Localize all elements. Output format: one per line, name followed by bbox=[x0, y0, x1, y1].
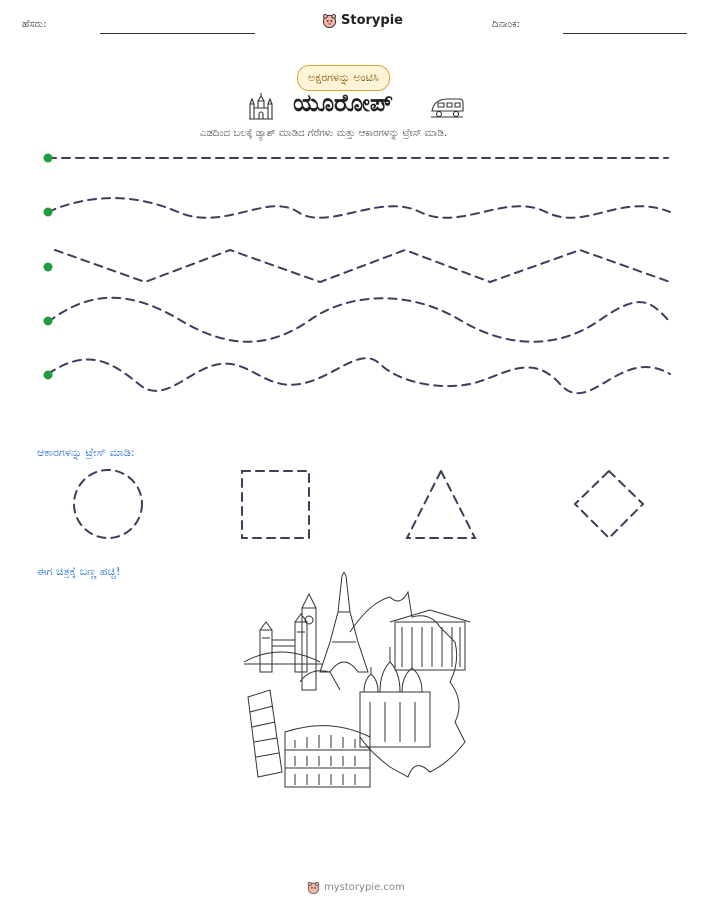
date-line[interactable] bbox=[563, 33, 687, 34]
trace-shape-triangle[interactable] bbox=[407, 471, 475, 538]
trace-shape-diamond[interactable] bbox=[575, 471, 643, 538]
storypie-logo-icon bbox=[322, 13, 337, 28]
trace-lines bbox=[0, 140, 709, 410]
worksheet-badge: ಅಕ್ಷರಗಳನ್ನು ಅಂಟಿಸಿ bbox=[297, 65, 390, 91]
brand bbox=[322, 13, 403, 28]
trace-line-wave-3[interactable] bbox=[48, 358, 670, 393]
trace-shape-circle[interactable] bbox=[74, 470, 142, 538]
shapes-heading: ಆಕಾರಗಳನ್ನು ಟ್ರೇಸ್ ಮಾಡಿ: bbox=[37, 446, 135, 459]
storypie-footer-logo-icon bbox=[307, 881, 320, 894]
start-dot-4 bbox=[44, 317, 53, 326]
start-dot-1 bbox=[44, 154, 53, 163]
europe-landmarks-illustration[interactable] bbox=[240, 572, 472, 792]
brand-name: Storypie bbox=[341, 13, 403, 28]
footer-url[interactable]: mystorypie.com bbox=[324, 882, 405, 893]
start-dot-3 bbox=[44, 263, 53, 272]
name-line[interactable] bbox=[100, 33, 255, 34]
color-heading: ಈಗ ಚಿತ್ರಕ್ಕೆ ಬಣ್ಣ ಹಚ್ಚಿ! bbox=[37, 565, 121, 578]
trace-line-zigzag[interactable] bbox=[55, 250, 670, 282]
name-label: ಹೆಸರು: bbox=[22, 19, 47, 30]
train-icon bbox=[430, 93, 464, 119]
footer bbox=[307, 881, 405, 894]
trace-shapes bbox=[0, 462, 709, 547]
start-dot-5 bbox=[44, 371, 53, 380]
trace-line-wave-2[interactable] bbox=[48, 298, 670, 342]
start-dot-2 bbox=[44, 208, 53, 217]
date-label: ದಿನಾಂಕ: bbox=[492, 19, 520, 30]
worksheet-title: ಯೂರೋಪ್ bbox=[293, 89, 394, 117]
castle-icon bbox=[247, 92, 275, 120]
trace-shape-square[interactable] bbox=[242, 471, 309, 538]
instruction-text: ಎಡದಿಂದ ಬಲಕ್ಕೆ ಡ್ಯಾಶ್ ಮಾಡಿದ ಗೆರೆಗಳು ಮತ್ತು ಆಕಾರಗಳನ್ನು ಟ್ರೇಸ್ ಮಾಡಿ. bbox=[200, 128, 448, 139]
trace-line-wave-1[interactable] bbox=[48, 198, 670, 218]
